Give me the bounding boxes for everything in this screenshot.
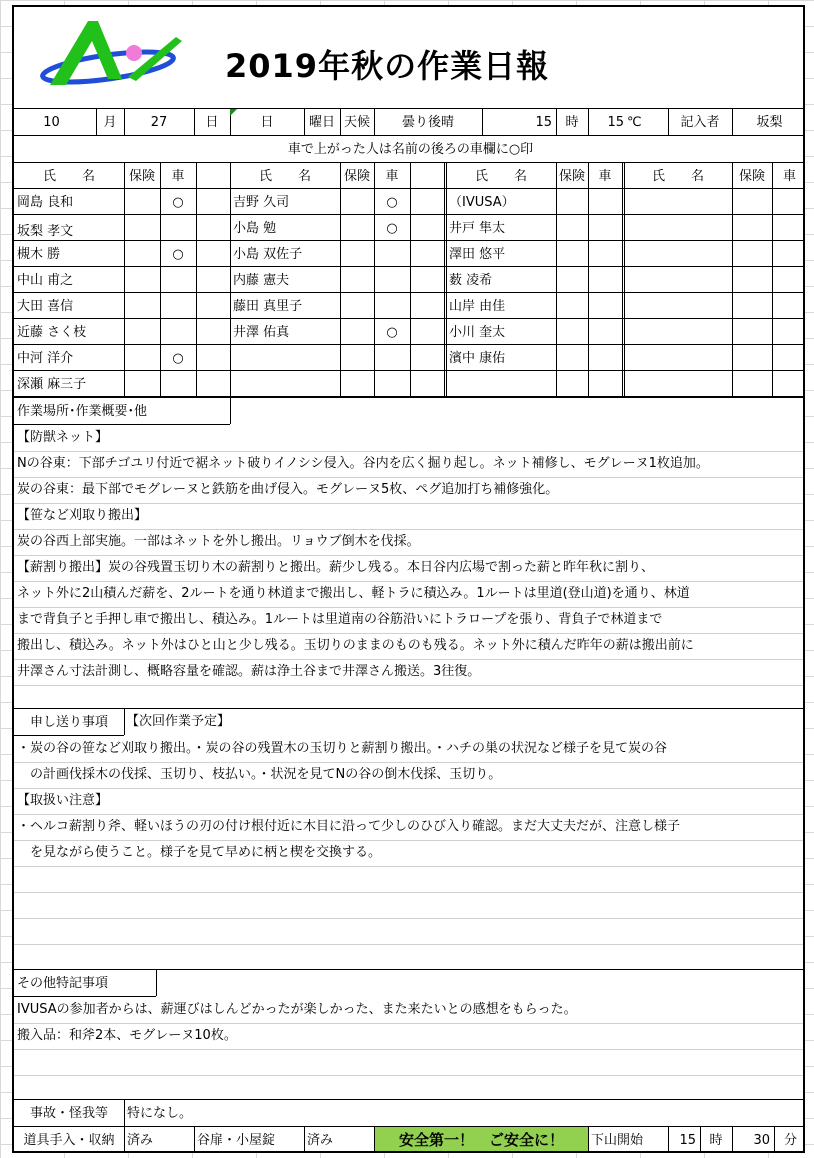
car-mark bbox=[374, 345, 410, 371]
car-mark bbox=[160, 371, 196, 397]
row-line bbox=[14, 840, 805, 841]
row-line bbox=[14, 944, 805, 945]
weather-value: 曇り後晴 bbox=[401, 114, 454, 130]
insurance-header: 保険 bbox=[738, 168, 765, 184]
accident-label: 事故・怪我等 bbox=[29, 1105, 108, 1121]
door-value: 済み bbox=[307, 1132, 334, 1148]
day-label: 日 bbox=[205, 114, 219, 130]
descent-minute: 30 bbox=[753, 1132, 770, 1148]
door-label: 谷扉・小屋錠 bbox=[197, 1132, 276, 1148]
member-name bbox=[230, 371, 340, 397]
car-header: 車 bbox=[171, 168, 185, 184]
car-mark bbox=[374, 319, 410, 345]
car-mark bbox=[772, 345, 805, 371]
page-title: 2019年秋の作業日報 bbox=[225, 47, 550, 85]
member-name: 内藤 憲夫 bbox=[233, 272, 290, 288]
report-hour-label: 時 bbox=[565, 114, 579, 130]
work-line: Nの谷東：下部チゴユリ付近で裾ネット破りイノシシ侵入。谷内を広く掘り起し。ネット補修し、モグレーヌ1枚追加。 bbox=[17, 456, 709, 471]
car-mark bbox=[160, 241, 196, 267]
member-name: 深瀬 麻三子 bbox=[17, 376, 87, 392]
car-mark bbox=[374, 371, 410, 397]
member-name: 小島 勉 bbox=[233, 220, 277, 236]
member-name: 澤田 悠平 bbox=[449, 246, 506, 262]
logo-pink-dot bbox=[126, 45, 142, 61]
work-line: 井澤さん寸法計測し、概略容量を確認。薪は浄土谷まで井澤さん搬送。3往復。 bbox=[17, 664, 481, 679]
work-line: 【薪割り搬出】炭の谷残置玉切り木の薪割りと搬出。薪少し残る。本日谷内広場で割った薪と昨年秋に割り、 bbox=[17, 560, 655, 575]
accident-value: 特になし。 bbox=[127, 1105, 193, 1121]
month-value: 10 bbox=[43, 114, 60, 130]
weather-label: 天候 bbox=[343, 114, 370, 130]
row-line bbox=[14, 866, 805, 867]
member-name: 槻木 勝 bbox=[17, 246, 61, 262]
member-name: 大田 喜信 bbox=[17, 298, 74, 314]
member-name bbox=[446, 371, 556, 397]
other-notes-label: その他特記事項 bbox=[17, 975, 109, 991]
car-header: 車 bbox=[385, 168, 399, 184]
descent-hour: 15 bbox=[679, 1132, 696, 1148]
grid-line bbox=[196, 163, 197, 397]
car-circle: ○ bbox=[172, 194, 184, 210]
club-logo bbox=[36, 15, 186, 95]
member-name bbox=[624, 241, 732, 267]
car-mark bbox=[588, 319, 622, 345]
member-name: 井戸 隼太 bbox=[449, 220, 506, 236]
handover-line: ・ヘルコ薪割り斧、軽いほうの刃の付け根付近に木目に沿って少しのひび入り確認。まだ大丈夫だが、注意し様子 bbox=[17, 819, 681, 834]
car-circle: ○ bbox=[172, 350, 184, 366]
car-header: 車 bbox=[782, 168, 796, 184]
row-line bbox=[14, 685, 805, 686]
logo-green-a bbox=[50, 21, 122, 85]
car-mark bbox=[160, 293, 196, 319]
row-line bbox=[14, 581, 805, 582]
car-mark bbox=[588, 189, 622, 215]
member-name bbox=[624, 293, 732, 319]
grid-line bbox=[124, 163, 125, 397]
member-name bbox=[624, 189, 732, 215]
name-header: 氏 名 bbox=[474, 168, 527, 184]
row-line bbox=[14, 814, 805, 815]
member-name: 坂梨 孝文 bbox=[17, 224, 74, 239]
car-mark bbox=[772, 267, 805, 293]
handover-line: 【取扱い注意】 bbox=[17, 793, 109, 808]
other-line: 搬入品：和斧2本、モグレーヌ10枚。 bbox=[17, 1028, 237, 1043]
member-name bbox=[624, 319, 732, 345]
member-name bbox=[230, 345, 340, 371]
tools-label: 道具手入・収納 bbox=[23, 1132, 115, 1148]
report-hour: 15 bbox=[535, 114, 552, 130]
car-mark bbox=[374, 189, 410, 215]
row-line bbox=[14, 1049, 805, 1050]
row-line bbox=[14, 555, 805, 556]
member-name: 中山 甫之 bbox=[17, 272, 74, 288]
tools-value: 済み bbox=[127, 1132, 154, 1148]
car-mark bbox=[160, 345, 196, 371]
car-circle: ○ bbox=[386, 194, 398, 210]
car-mark bbox=[588, 241, 622, 267]
car-mark bbox=[772, 319, 805, 345]
member-name: （IVUSA） bbox=[449, 194, 515, 210]
day-value: 27 bbox=[150, 114, 168, 130]
row-line bbox=[14, 477, 805, 478]
descent-label: 下山開始 bbox=[591, 1132, 644, 1148]
name-header: 氏 名 bbox=[258, 168, 311, 184]
handover-label: 申し送り事項 bbox=[29, 714, 108, 730]
car-mark bbox=[374, 267, 410, 293]
member-name: 岡島 良和 bbox=[17, 194, 74, 210]
car-mark bbox=[160, 189, 196, 215]
member-name: 吉野 久司 bbox=[233, 194, 290, 210]
work-section-label: 作業場所･作業概要･他 bbox=[17, 403, 148, 419]
grid-line bbox=[556, 163, 557, 397]
insurance-header: 保険 bbox=[343, 168, 370, 184]
member-name: 小川 奎太 bbox=[449, 324, 506, 340]
car-mark bbox=[588, 267, 622, 293]
member-name: 藤田 真里子 bbox=[233, 298, 303, 314]
car-mark bbox=[374, 293, 410, 319]
car-mark bbox=[588, 293, 622, 319]
row-line bbox=[14, 659, 805, 660]
row-line bbox=[14, 918, 805, 919]
work-line: ネット外に2山積んだ薪を、2ルートを通り林道まで搬出し、軽トラに積込み。1ルートは里道(登山道)を通り、林道 bbox=[17, 586, 690, 601]
car-mark bbox=[772, 215, 805, 241]
weekday-value: 日 bbox=[260, 114, 274, 130]
member-name: 山岸 由佳 bbox=[449, 298, 506, 314]
recorder-label: 記入者 bbox=[680, 114, 720, 130]
row-line bbox=[14, 451, 805, 452]
car-mark bbox=[160, 267, 196, 293]
row-line bbox=[14, 1075, 805, 1076]
row-line bbox=[14, 633, 805, 634]
car-mark bbox=[772, 189, 805, 215]
work-line: 【防獣ネット】 bbox=[17, 430, 109, 445]
member-name bbox=[624, 345, 732, 371]
handover-line: の計画伐採木の伐採、玉切り、枝払い。・状況を見てNの谷の倒木伐採、玉切り。 bbox=[17, 767, 502, 782]
car-mark bbox=[588, 371, 622, 397]
row-line bbox=[14, 607, 805, 608]
car-circle: ○ bbox=[386, 220, 398, 236]
member-name bbox=[624, 267, 732, 293]
car-mark bbox=[588, 345, 622, 371]
car-mark bbox=[772, 293, 805, 319]
handover-line: ・炭の谷の笹など刈取り搬出。・炭の谷の残置木の玉切りと薪割り搬出。・ハチの巣の状況など様子を見て炭の谷 bbox=[17, 741, 668, 756]
daily-report-sheet bbox=[12, 5, 805, 1153]
grid-line bbox=[622, 163, 623, 397]
other-line: IVUSAの参加者からは、薪運びはしんどかったが楽しかった、また来たいとの感想をもらった。 bbox=[17, 1002, 577, 1017]
grid-line bbox=[340, 163, 341, 397]
grid-line bbox=[732, 163, 733, 397]
member-name: 近藤 さく枝 bbox=[17, 324, 87, 340]
name-header: 氏 名 bbox=[42, 168, 95, 184]
insurance-header: 保険 bbox=[558, 168, 585, 184]
row-line bbox=[14, 762, 805, 763]
descent-hour-label: 時 bbox=[709, 1132, 723, 1148]
member-name: 薮 凌希 bbox=[449, 272, 493, 288]
car-mark bbox=[160, 215, 196, 241]
safety-banner: 安全第一！ ご安全に！ bbox=[375, 1127, 588, 1153]
work-line: まで背負子と手押し車で搬出し、積込み。1ルートは里道南の谷筋沿いにトラロープを張り、背負子で林道まで bbox=[17, 612, 663, 627]
work-line: 搬出し、積込み。ネット外はひと山と少し残る。玉切りのままのものも残る。ネット外に積んだ昨年の薪は搬出前に bbox=[17, 638, 694, 653]
weekday-label: 曜日 bbox=[308, 114, 335, 130]
temperature-unit: ℃ bbox=[627, 114, 642, 130]
row-line bbox=[14, 788, 805, 789]
name-header: 氏 名 bbox=[651, 168, 704, 184]
member-name bbox=[624, 371, 732, 397]
work-line: 炭の谷西上部実施。一部はネットを外し搬出。リョウブ倒木を伐採。 bbox=[17, 534, 420, 549]
car-circle: ○ bbox=[386, 324, 398, 340]
insurance-header: 保険 bbox=[128, 168, 155, 184]
car-mark bbox=[374, 241, 410, 267]
temperature-value: 15 bbox=[607, 114, 624, 130]
car-header: 車 bbox=[598, 168, 612, 184]
car-note: 車で上がった人は名前の後ろの車欄に○印 bbox=[287, 141, 534, 157]
recorder-value: 坂梨 bbox=[756, 114, 783, 130]
member-name: 濱中 康佑 bbox=[449, 350, 506, 366]
member-name: 井澤 佑真 bbox=[233, 324, 290, 340]
member-name: 小島 双佐子 bbox=[233, 246, 303, 262]
descent-minute-label: 分 bbox=[783, 1132, 797, 1148]
car-mark bbox=[374, 215, 410, 241]
row-line bbox=[14, 892, 805, 893]
car-circle: ○ bbox=[172, 246, 184, 262]
row-line bbox=[14, 1023, 805, 1024]
row-line bbox=[14, 503, 805, 504]
member-name: 中河 洋介 bbox=[17, 350, 74, 366]
car-mark bbox=[588, 215, 622, 241]
car-mark bbox=[160, 319, 196, 345]
handover-line: 【次回作業予定】 bbox=[126, 714, 231, 729]
handover-line: を見ながら使うこと。様子を見て早めに柄と楔を交換する。 bbox=[17, 845, 382, 860]
grid-line bbox=[444, 163, 445, 397]
month-label: 月 bbox=[103, 114, 117, 130]
row-line bbox=[14, 529, 805, 530]
car-mark bbox=[772, 241, 805, 267]
member-name bbox=[624, 215, 732, 241]
work-line: 【笹など刈取り搬出】 bbox=[17, 508, 148, 523]
work-line: 炭の谷東：最下部でモグレーヌと鉄筋を曲げ侵入。モグレーヌ5枚、ペグ追加打ち補修強化。 bbox=[17, 482, 559, 497]
grid-line bbox=[410, 163, 411, 397]
car-mark bbox=[772, 371, 805, 397]
